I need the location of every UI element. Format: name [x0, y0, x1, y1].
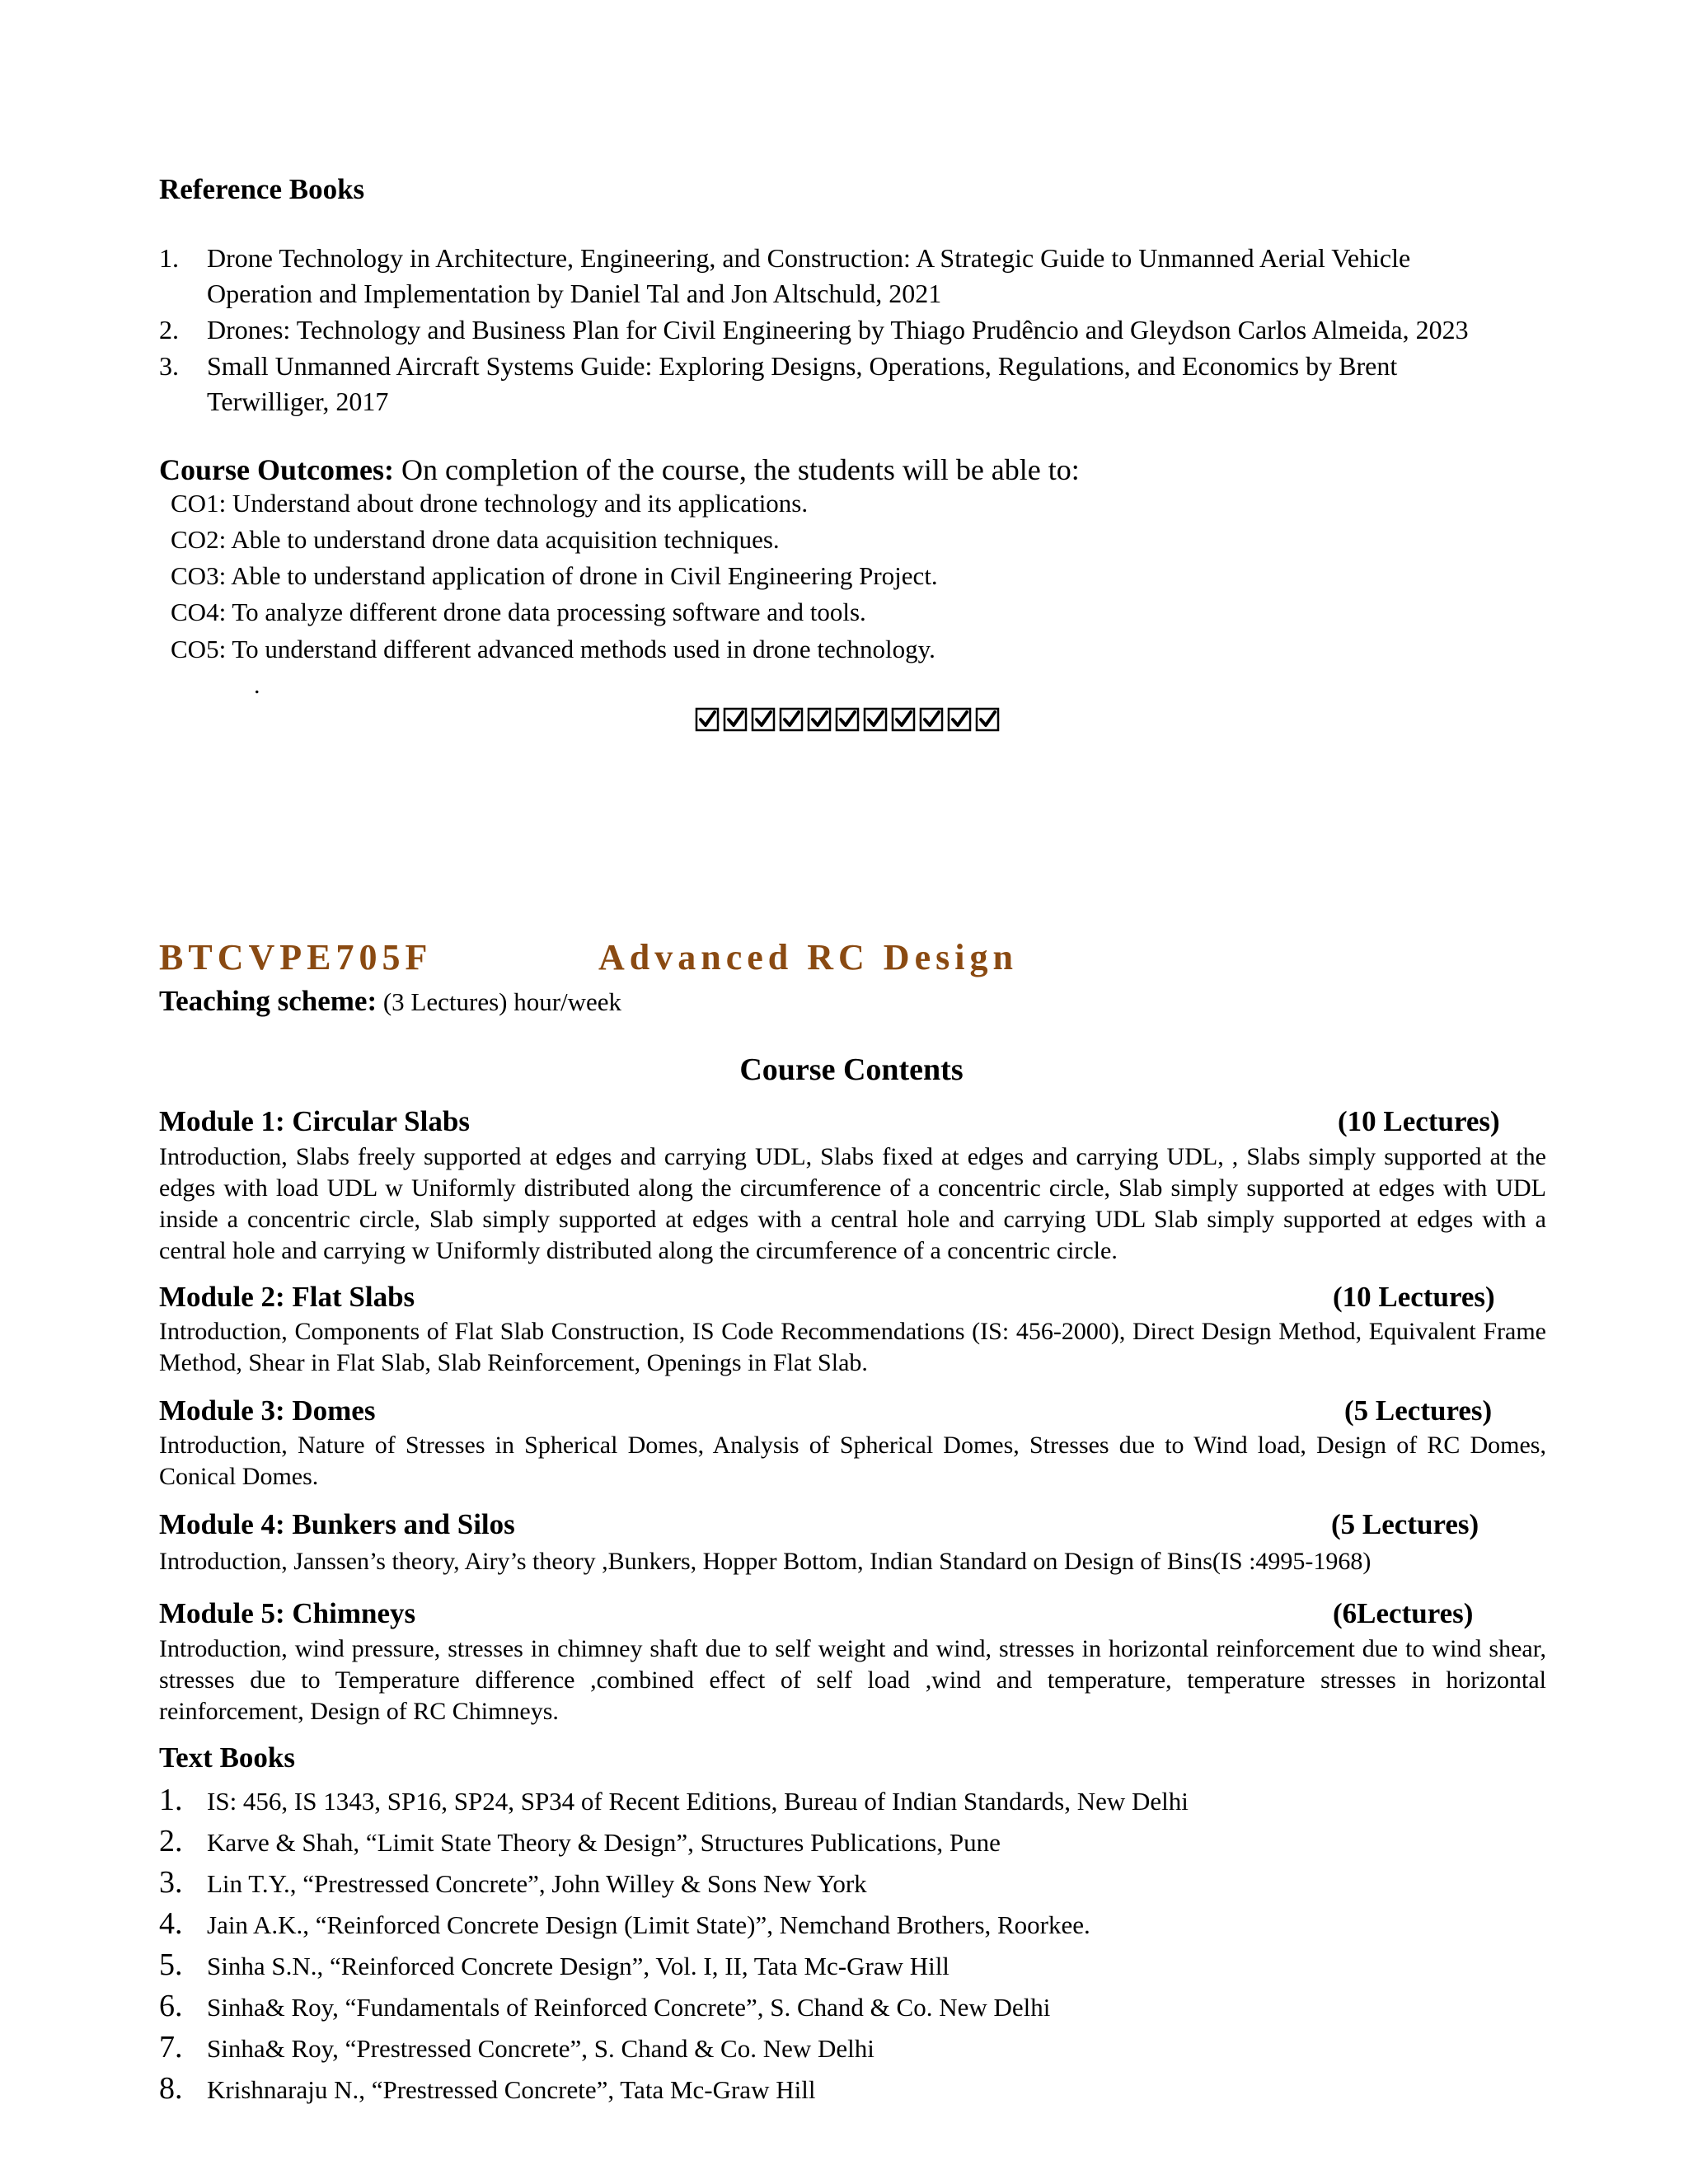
checkbox-divider — [695, 707, 1000, 732]
teaching-scheme-label: Teaching scheme: — [159, 985, 377, 1017]
list-number: 2. — [159, 1824, 183, 1858]
list-number: 7. — [159, 2030, 183, 2064]
list-text: Jain A.K., “Reinforced Concrete Design (Limit State)”, Nemchand Brothers, Roorkee. — [207, 1910, 1090, 1939]
list-text-line: Terwilliger, 2017 — [207, 387, 389, 416]
module-lectures: (5 Lectures) — [1331, 1508, 1479, 1540]
list-text-line: Drones: Technology and Business Plan for Civil Engineering by Thiago Prudêncio and Gleydson Carlos Almeida, 2023 — [207, 315, 1469, 344]
checkbox-checked-icon — [835, 707, 860, 732]
module-lectures: (10 Lectures) — [1338, 1105, 1500, 1137]
outcome-item: CO5: To understand different advanced methods used in drone technology. — [171, 635, 935, 663]
course-outcomes-intro-text: On completion of the course, the students will be able to: — [393, 453, 1080, 486]
list-number: 1. — [159, 243, 179, 273]
checkbox-checked-icon — [695, 707, 720, 732]
checkbox-checked-icon — [919, 707, 944, 732]
list-text: IS: 456, IS 1343, SP16, SP24, SP34 of Recent Editions, Bureau of Indian Standards, New Delhi — [207, 1787, 1189, 1816]
list-text: Lin T.Y., “Prestressed Concrete”, John Willey & Sons New York — [207, 1869, 867, 1898]
module-title: Module 1: Circular Slabs — [159, 1105, 470, 1137]
list-number: 3. — [159, 1865, 183, 1900]
list-text-line: Operation and Implementation by Daniel Tal and Jon Altschuld, 2021 — [207, 279, 942, 308]
list-number: 5. — [159, 1947, 183, 1982]
list-text: Sinha& Roy, “Fundamentals of Reinforced Concrete”, S. Chand & Co. New Delhi — [207, 1993, 1051, 2022]
module-title: Module 3: Domes — [159, 1394, 376, 1427]
list-text: Sinha& Roy, “Prestressed Concrete”, S. Chand & Co. New Delhi — [207, 2034, 874, 2063]
module-body: Introduction, Nature of Stresses in Spherical Domes, Analysis of Spherical Domes, Stresses due to Wind load, Design of RC Domes, Conical Domes. — [159, 1432, 1546, 1490]
module-body: Introduction, Components of Flat Slab Construction, IS Code Recommendations (IS: 456-2000), Direct Design Method, Equivalent Frame Method, Shear in Flat Slab, Slab Reinforcement, Openings in Flat Slab. — [159, 1318, 1546, 1376]
module-body: Introduction, wind pressure, stresses in chimney shaft due to self weight and wind, stresses in horizontal reinforcement due to wind shear, stresses due to Temperature difference ,combined effect of self load ,wind and temperature, temperature stresses in horizontal reinforcement, Design of RC Chimneys. — [159, 1635, 1546, 1725]
list-text: Karve & Shah, “Limit State Theory & Design”, Structures Publications, Pune — [207, 1828, 1001, 1857]
list-number: 3. — [159, 351, 179, 381]
module-body: Introduction, Slabs freely supported at edges and carrying UDL, Slabs fixed at edges and carrying UDL, , Slabs simply supported at the edges with load UDL w Uniformly distributed along the circumference of a concentric circle, Slab simply supported at edges with UDL inside a concentric circle, Slab simply supported at edges with a central hole and carrying UDL Slab simply supported at edges with a central hole and carrying w Uniformly distributed along the circumference of a concentric circle. — [159, 1143, 1546, 1264]
checkbox-checked-icon — [807, 707, 832, 732]
list-text-line: Small Unmanned Aircraft Systems Guide: Exploring Designs, Operations, Regulations, and Economics by Brent — [207, 351, 1398, 381]
course-code: BTCVPE705F — [159, 937, 433, 977]
outcome-item: CO1: Understand about drone technology and its applications. — [171, 489, 809, 518]
module-body: Introduction, Janssen’s theory, Airy’s theory ,Bunkers, Hopper Bottom, Indian Standard on Design of Bins(IS :4995-1968) — [159, 1548, 1372, 1575]
module-lectures: (10 Lectures) — [1333, 1281, 1495, 1313]
teaching-scheme — [159, 984, 621, 1019]
checkbox-checked-icon — [863, 707, 888, 732]
list-number: 4. — [159, 1906, 183, 1941]
list-number: 6. — [159, 1989, 183, 2023]
module-title: Module 5: Chimneys — [159, 1597, 416, 1629]
list-text: Sinha S.N., “Reinforced Concrete Design”, Vol. I, II, Tata Mc-Graw Hill — [207, 1952, 950, 1980]
outcome-item: CO3: Able to understand application of drone in Civil Engineering Project. — [171, 561, 938, 590]
checkbox-checked-icon — [975, 707, 1000, 732]
list-number: 2. — [159, 315, 179, 344]
module-lectures: (6Lectures) — [1333, 1597, 1474, 1629]
outcome-item: CO2: Able to understand drone data acquisition techniques. — [171, 525, 780, 554]
course-title: Advanced RC Design — [598, 937, 1018, 977]
list-text-line: Drone Technology in Architecture, Engineering, and Construction: A Strategic Guide to Unmanned Aerial Vehicle — [207, 243, 1411, 273]
checkbox-checked-icon — [723, 707, 748, 732]
list-number: 8. — [159, 2071, 183, 2106]
course-contents-heading: Course Contents — [739, 1052, 964, 1087]
text-books-heading: Text Books — [159, 1741, 296, 1774]
checkbox-checked-icon — [751, 707, 776, 732]
list-text: Krishnaraju N., “Prestressed Concrete”, Tata Mc-Graw Hill — [207, 2075, 816, 2104]
teaching-scheme-value: (3 Lectures) hour/week — [377, 987, 622, 1016]
course-outcomes-intro — [159, 452, 1080, 488]
course-outcomes-heading: Course Outcomes: — [159, 453, 394, 486]
outcome-item: CO4: To analyze different drone data processing software and tools. — [171, 598, 866, 626]
checkbox-checked-icon — [947, 707, 972, 732]
list-number: 1. — [159, 1783, 183, 1817]
checkbox-checked-icon — [891, 707, 916, 732]
reference-books-heading: Reference Books — [159, 173, 365, 205]
module-title: Module 2: Flat Slabs — [159, 1281, 415, 1313]
checkbox-checked-icon — [779, 707, 804, 732]
module-title: Module 4: Bunkers and Silos — [159, 1508, 515, 1540]
module-lectures: (5 Lectures) — [1344, 1394, 1493, 1427]
stray-dot: . — [254, 672, 260, 699]
